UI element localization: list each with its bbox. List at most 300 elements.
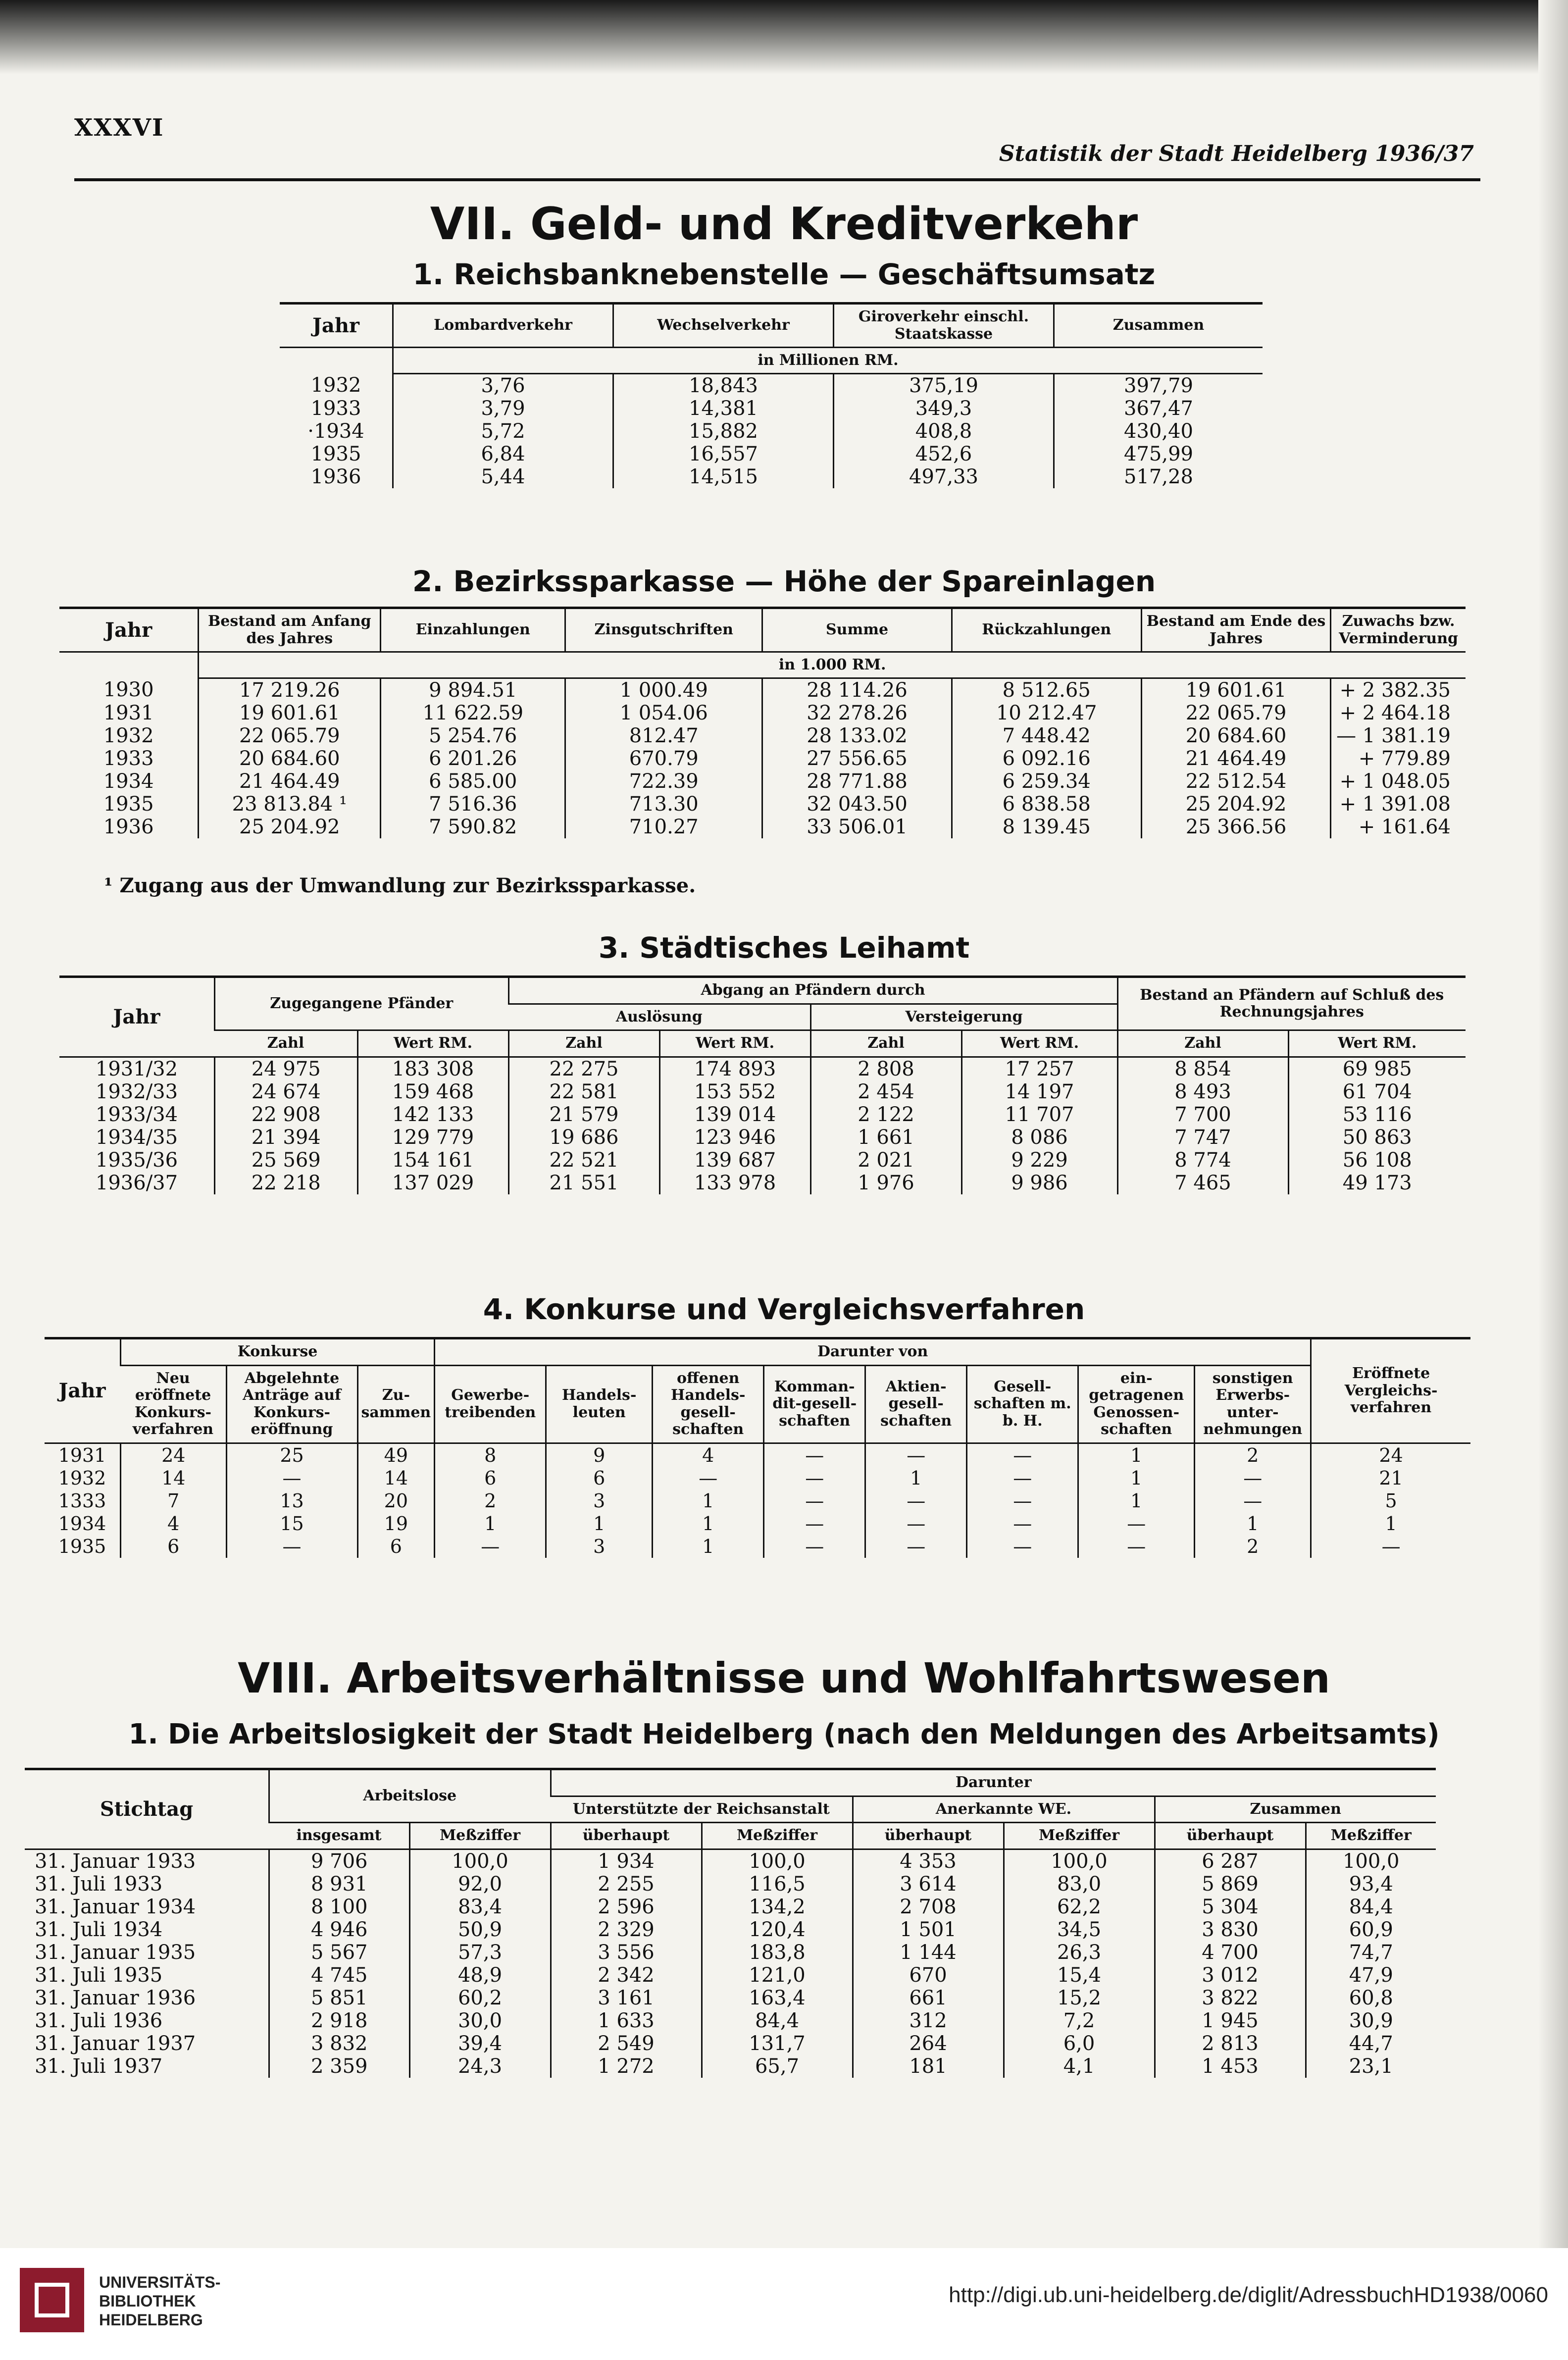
t4-col-genossen: ein-getragenen Genossen-schaften xyxy=(1078,1365,1195,1443)
t5-cell: 44,7 xyxy=(1306,2032,1436,2055)
t3-cell: 22 908 xyxy=(215,1103,358,1126)
t2-cell: 9 894.51 xyxy=(381,678,565,702)
t5-date: 31. Januar 1933 xyxy=(35,1849,196,1873)
t4-cell: — xyxy=(967,1535,1078,1558)
t4-col-gmbh: Gesell-schaften m. b. H. xyxy=(967,1365,1078,1443)
t4-cell: — xyxy=(865,1512,967,1535)
t5-col-anerkannte: Anerkannte WE. xyxy=(853,1796,1155,1823)
t4-cell: 1 xyxy=(1078,1489,1195,1512)
t4-cell: — xyxy=(653,1467,764,1489)
t4-cell: — xyxy=(967,1512,1078,1535)
t1-cell: 6,84 xyxy=(393,443,613,465)
t4-col-ag: Aktien-gesell-schaften xyxy=(865,1365,967,1443)
t5-cell: 1 633 xyxy=(551,2009,702,2032)
t1-cell: 430,40 xyxy=(1054,420,1263,443)
t3-cell: 21 394 xyxy=(215,1126,358,1149)
t2-col-rueckzahlungen: Rückzahlungen xyxy=(952,608,1141,652)
t4-col-vergleich: Eröffnete Vergleichs-verfahren xyxy=(1311,1338,1470,1443)
t1-cell: 397,79 xyxy=(1054,374,1263,398)
t4-col-darunter: Darunter von xyxy=(435,1338,1311,1366)
t4-cell: 6 xyxy=(546,1467,653,1489)
t2-cell: 1 000.49 xyxy=(565,678,762,702)
t3-cell: 19 686 xyxy=(508,1126,659,1149)
t3-cell: 153 552 xyxy=(659,1080,810,1103)
t4-col-gewerbe: Gewerbe-treibenden xyxy=(435,1365,546,1443)
t5-cell: 74,7 xyxy=(1306,1941,1436,1964)
t2-cell: 22 512.54 xyxy=(1141,770,1330,793)
t5-cell: 57,3 xyxy=(409,1941,551,1964)
t4-cell: 8 xyxy=(435,1444,546,1467)
t2-cell: 19 601.61 xyxy=(1141,678,1330,702)
t1-cell: 18,843 xyxy=(613,374,834,398)
t4-cell: — xyxy=(865,1535,967,1558)
t3-col-abgang: Abgang an Pfändern durch xyxy=(508,977,1117,1004)
table3-title: 3. Städtisches Leihamt xyxy=(598,931,970,965)
t3-cell: 2 021 xyxy=(810,1149,961,1172)
t4-cell: — xyxy=(764,1512,865,1535)
t5-cell: 2 549 xyxy=(551,2032,702,2055)
t5-cell: 62,2 xyxy=(1004,1896,1155,1918)
t5-cell: 5 304 xyxy=(1155,1896,1306,1918)
t4-cell: 2 xyxy=(1195,1535,1311,1558)
t2-cell: + 779.89 xyxy=(1331,747,1466,770)
t5-cell: 183,8 xyxy=(702,1941,853,1964)
t2-cell: 6 201.26 xyxy=(381,747,565,770)
t5-col-ueberhaupt: überhaupt xyxy=(1155,1823,1306,1849)
t5-cell: 2 255 xyxy=(551,1873,702,1896)
t5-cell: 39,4 xyxy=(409,2032,551,2055)
t1-cell: 5,44 xyxy=(393,465,613,488)
t2-year: 1934 xyxy=(103,770,154,793)
t4-cell: 24 xyxy=(1311,1444,1470,1467)
t5-cell: 26,3 xyxy=(1004,1941,1155,1964)
t2-cell: 710.27 xyxy=(565,816,762,838)
t5-cell: 100,0 xyxy=(1004,1850,1155,1873)
t3-cell: 2 454 xyxy=(810,1080,961,1103)
t4-cell: — xyxy=(764,1467,865,1489)
t2-cell: 25 204.92 xyxy=(1141,793,1330,816)
t5-cell: 4 700 xyxy=(1155,1941,1306,1964)
t5-col-ueberhaupt: überhaupt xyxy=(853,1823,1004,1849)
t5-cell: 116,5 xyxy=(702,1873,853,1896)
t5-cell: 8 931 xyxy=(269,1873,410,1896)
t3-year: 1935/36 xyxy=(95,1148,178,1172)
t2-cell: 20 684.60 xyxy=(199,747,381,770)
t2-col-zuwachs: Zuwachs bzw. Verminderung xyxy=(1331,608,1466,652)
t4-cell: 14 xyxy=(357,1467,435,1489)
t3-cell: 53 116 xyxy=(1288,1103,1466,1126)
t3-col-wert: Wert RM. xyxy=(961,1030,1117,1057)
t4-cell: 24 xyxy=(121,1444,227,1467)
t5-cell: 48,9 xyxy=(409,1964,551,1987)
t5-date: 31. Januar 1935 xyxy=(35,1941,196,1964)
t5-cell: 83,4 xyxy=(409,1896,551,1918)
t3-col-versteigerung: Versteigerung xyxy=(810,1004,1117,1030)
t5-cell: 3 161 xyxy=(551,1987,702,2009)
t2-cell: 6 092.16 xyxy=(952,747,1141,770)
t2-cell: — 1 381.19 xyxy=(1331,724,1466,747)
t2-unit: in 1.000 RM. xyxy=(199,652,1466,678)
t5-col-stichtag: Stichtag xyxy=(25,1769,269,1849)
t2-cell: + 1 391.08 xyxy=(1331,793,1466,816)
t1-col-giro: Giroverkehr einschl. Staatskasse xyxy=(834,304,1054,348)
header-rule xyxy=(74,178,1480,181)
t4-cell: — xyxy=(1195,1467,1311,1489)
t3-year: 1933/34 xyxy=(95,1103,178,1126)
t4-cell: — xyxy=(967,1467,1078,1489)
t3-cell: 174 893 xyxy=(659,1058,810,1080)
t2-cell: + 2 382.35 xyxy=(1331,678,1466,702)
t2-col-anfang: Bestand am Anfang des Jahres xyxy=(199,608,381,652)
t4-cell: 1 xyxy=(865,1467,967,1489)
t3-year: 1934/35 xyxy=(95,1126,178,1149)
t5-date: 31. Januar 1936 xyxy=(35,1986,196,2009)
t2-cell: 23 813.84 ¹ xyxy=(199,793,381,816)
t2-year: 1932 xyxy=(103,724,154,747)
t1-cell: 452,6 xyxy=(834,443,1054,465)
t2-cell: 25 204.92 xyxy=(199,816,381,838)
t5-col-zusammen: Zusammen xyxy=(1155,1796,1436,1823)
t2-cell: 1 054.06 xyxy=(565,702,762,724)
t4-cell: — xyxy=(764,1444,865,1467)
t3-cell: 9 229 xyxy=(961,1149,1117,1172)
t1-cell: 475,99 xyxy=(1054,443,1263,465)
t5-cell: 60,9 xyxy=(1306,1918,1436,1941)
t3-cell: 56 108 xyxy=(1288,1149,1466,1172)
t1-cell: 3,76 xyxy=(393,374,613,398)
t3-cell: 7 700 xyxy=(1117,1103,1288,1126)
t2-cell: 6 259.34 xyxy=(952,770,1141,793)
t5-col-messziffer: Meßziffer xyxy=(1306,1823,1436,1849)
scan-shadow-right xyxy=(1538,0,1568,2248)
t2-cell: 32 043.50 xyxy=(762,793,952,816)
t3-cell: 1 661 xyxy=(810,1126,961,1149)
t2-col-summe: Summe xyxy=(762,608,952,652)
t5-cell: 1 945 xyxy=(1155,2009,1306,2032)
t3-cell: 154 161 xyxy=(357,1149,508,1172)
table1 xyxy=(280,302,1263,488)
t3-cell: 17 257 xyxy=(961,1058,1117,1080)
t5-cell: 84,4 xyxy=(702,2009,853,2032)
t5-cell: 100,0 xyxy=(1306,1850,1436,1873)
t5-cell: 9 706 xyxy=(269,1850,410,1873)
t1-cell: 349,3 xyxy=(834,397,1054,420)
t4-cell: 1 xyxy=(1311,1512,1470,1535)
t4-cell: — xyxy=(1195,1489,1311,1512)
t2-col-zins: Zinsgutschriften xyxy=(565,608,762,652)
t5-date: 31. Januar 1937 xyxy=(35,2032,196,2055)
t5-col-ueberhaupt: überhaupt xyxy=(551,1823,702,1849)
t5-date: 31. Januar 1934 xyxy=(35,1895,196,1918)
t5-cell: 24,3 xyxy=(409,2055,551,2078)
t5-cell: 1 934 xyxy=(551,1850,702,1873)
t2-cell: 8 139.45 xyxy=(952,816,1141,838)
t3-col-zahl: Zahl xyxy=(508,1030,659,1057)
t5-col-messziffer: Meßziffer xyxy=(409,1823,551,1849)
t2-cell: 8 512.65 xyxy=(952,678,1141,702)
t2-cell: 6 838.58 xyxy=(952,793,1141,816)
t3-cell: 2 808 xyxy=(810,1058,961,1080)
t2-cell: 7 590.82 xyxy=(381,816,565,838)
t3-cell: 24 975 xyxy=(215,1058,358,1080)
t2-cell: 713.30 xyxy=(565,793,762,816)
t4-cell: 3 xyxy=(546,1535,653,1558)
t1-year: 1933 xyxy=(310,397,361,420)
t4-cell: — xyxy=(1311,1535,1470,1558)
t1-col-zusammen: Zusammen xyxy=(1054,304,1263,348)
t5-cell: 4 353 xyxy=(853,1850,1004,1873)
t1-cell: 497,33 xyxy=(834,465,1054,488)
t5-cell: 134,2 xyxy=(702,1896,853,1918)
t3-cell: 50 863 xyxy=(1288,1126,1466,1149)
t5-cell: 34,5 xyxy=(1004,1918,1155,1941)
t2-cell: + 161.64 xyxy=(1331,816,1466,838)
table4-title: 4. Konkurse und Vergleichsverfahren xyxy=(483,1292,1085,1326)
t5-date: 31. Juli 1935 xyxy=(35,1963,163,1987)
t4-cell: — xyxy=(865,1489,967,1512)
t4-cell: 1 xyxy=(435,1512,546,1535)
t3-col-zahl: Zahl xyxy=(215,1030,358,1057)
t3-cell: 137 029 xyxy=(357,1172,508,1194)
t3-cell: 8 493 xyxy=(1117,1080,1288,1103)
t5-cell: 3 556 xyxy=(551,1941,702,1964)
t4-cell: 20 xyxy=(357,1489,435,1512)
t4-cell: 1 xyxy=(1195,1512,1311,1535)
t2-cell: 27 556.65 xyxy=(762,747,952,770)
t4-cell: — xyxy=(967,1489,1078,1512)
t3-col-wert: Wert RM. xyxy=(1288,1030,1466,1057)
t2-cell: 33 506.01 xyxy=(762,816,952,838)
t3-cell: 22 275 xyxy=(508,1058,659,1080)
t2-cell: 7 516.36 xyxy=(381,793,565,816)
t5-cell: 3 822 xyxy=(1155,1987,1306,2009)
table5 xyxy=(25,1768,1436,2078)
t5-cell: 3 614 xyxy=(853,1873,1004,1896)
t3-col-wert: Wert RM. xyxy=(659,1030,810,1057)
t4-cell: 4 xyxy=(653,1444,764,1467)
t5-cell: 670 xyxy=(853,1964,1004,1987)
t5-cell: 121,0 xyxy=(702,1964,853,1987)
t4-col-ohg: offenen Handels-gesell-schaften xyxy=(653,1365,764,1443)
t1-cell: 16,557 xyxy=(613,443,834,465)
t5-cell: 15,2 xyxy=(1004,1987,1155,2009)
t3-cell: 8 086 xyxy=(961,1126,1117,1149)
t5-cell: 60,8 xyxy=(1306,1987,1436,2009)
t4-cell: 2 xyxy=(435,1489,546,1512)
t5-cell: 1 501 xyxy=(853,1918,1004,1941)
t5-cell: 50,9 xyxy=(409,1918,551,1941)
t4-cell: — xyxy=(764,1489,865,1512)
part-title-vii: VII. Geld- und Kreditverkehr xyxy=(430,198,1138,250)
t3-cell: 142 133 xyxy=(357,1103,508,1126)
t4-col-neu: Neu eröffnete Konkurs-verfahren xyxy=(121,1365,227,1443)
t5-cell: 4 946 xyxy=(269,1918,410,1941)
t3-cell: 14 197 xyxy=(961,1080,1117,1103)
t5-col-messziffer: Meßziffer xyxy=(1004,1823,1155,1849)
t4-col-konkurse: Konkurse xyxy=(121,1338,435,1366)
t5-cell: 3 012 xyxy=(1155,1964,1306,1987)
t5-cell: 4 745 xyxy=(269,1964,410,1987)
t2-cell: 28 771.88 xyxy=(762,770,952,793)
t4-cell: 13 xyxy=(226,1489,357,1512)
t4-col-sonstige: sonstigen Erwerbs-unter-nehmungen xyxy=(1195,1365,1311,1443)
source-url-link[interactable]: http://digi.ub.uni-heidelberg.de/diglit/AdressbuchHD1938/0060 xyxy=(949,2283,1548,2307)
t5-cell: 7,2 xyxy=(1004,2009,1155,2032)
t1-cell: 3,79 xyxy=(393,397,613,420)
t4-cell: — xyxy=(967,1444,1078,1467)
scan-shadow-top xyxy=(0,0,1568,74)
t2-cell: 5 254.76 xyxy=(381,724,565,747)
t5-cell: 5 567 xyxy=(269,1941,410,1964)
t4-cell: 6 xyxy=(121,1535,227,1558)
t2-cell: 6 585.00 xyxy=(381,770,565,793)
t5-cell: 163,4 xyxy=(702,1987,853,2009)
t2-cell: 21 464.49 xyxy=(199,770,381,793)
t5-cell: 3 830 xyxy=(1155,1918,1306,1941)
t5-cell: 120,4 xyxy=(702,1918,853,1941)
t2-cell: 25 366.56 xyxy=(1141,816,1330,838)
t5-cell: 100,0 xyxy=(409,1850,551,1873)
t4-cell: 1 xyxy=(653,1535,764,1558)
t5-col-darunter: Darunter xyxy=(551,1769,1436,1796)
table1-title: 1. Reichsbanknebenstelle — Geschäftsumsatz xyxy=(412,257,1156,291)
t3-cell: 129 779 xyxy=(357,1126,508,1149)
t5-col-insgesamt: insgesamt xyxy=(269,1823,410,1849)
t3-year: 1932/33 xyxy=(95,1080,178,1103)
t5-cell: 93,4 xyxy=(1306,1873,1436,1896)
t4-cell: 3 xyxy=(546,1489,653,1512)
t5-col-unterstuetzte: Unterstützte der Reichsanstalt xyxy=(551,1796,853,1823)
library-name: UNIVERSITÄTS- BIBLIOTHEK HEIDELBERG xyxy=(99,2273,221,2329)
t3-cell: 61 704 xyxy=(1288,1080,1466,1103)
t5-cell: 2 329 xyxy=(551,1918,702,1941)
t3-cell: 25 569 xyxy=(215,1149,358,1172)
t5-cell: 30,9 xyxy=(1306,2009,1436,2032)
table2-footnote: ¹ Zugang aus der Umwandlung zur Bezirkssparkasse. xyxy=(104,874,696,897)
t3-year: 1931/32 xyxy=(95,1057,178,1080)
t3-cell: 139 014 xyxy=(659,1103,810,1126)
t1-year: 1936 xyxy=(310,465,361,488)
t4-cell: — xyxy=(865,1444,967,1467)
t5-cell: 4,1 xyxy=(1004,2055,1155,2078)
page-number: XXXVI xyxy=(74,114,164,142)
t5-cell: 1 144 xyxy=(853,1941,1004,1964)
t5-cell: 3 832 xyxy=(269,2032,410,2055)
t3-cell: 21 551 xyxy=(508,1172,659,1194)
t3-cell: 22 218 xyxy=(215,1172,358,1194)
t1-unit: in Millionen RM. xyxy=(393,348,1263,374)
t4-cell: 9 xyxy=(546,1444,653,1467)
t4-year: 1932 xyxy=(58,1467,106,1489)
t3-cell: 139 687 xyxy=(659,1149,810,1172)
t1-year: 1932 xyxy=(310,374,361,397)
running-title: Statistik der Stadt Heidelberg 1936/37 xyxy=(999,141,1474,166)
t4-col-kg: Komman-dit-gesell-schaften xyxy=(764,1365,865,1443)
t5-cell: 6 287 xyxy=(1155,1850,1306,1873)
t1-col-wechsel: Wechselverkehr xyxy=(613,304,834,348)
t5-cell: 92,0 xyxy=(409,1873,551,1896)
t1-year: 1935 xyxy=(310,443,361,465)
t4-cell: 15 xyxy=(226,1512,357,1535)
t2-cell: + 1 048.05 xyxy=(1331,770,1466,793)
t5-date: 31. Juli 1936 xyxy=(35,2009,163,2032)
t4-cell: 21 xyxy=(1311,1467,1470,1489)
t4-cell: 19 xyxy=(357,1512,435,1535)
t4-cell: 49 xyxy=(357,1444,435,1467)
t3-col-zahl: Zahl xyxy=(1117,1030,1288,1057)
t3-cell: 8 854 xyxy=(1117,1058,1288,1080)
t3-cell: 8 774 xyxy=(1117,1149,1288,1172)
t3-cell: 21 579 xyxy=(508,1103,659,1126)
t4-cell: — xyxy=(435,1535,546,1558)
t1-cell: 367,47 xyxy=(1054,397,1263,420)
t2-year: 1931 xyxy=(103,702,154,724)
t1-col-jahr: Jahr xyxy=(280,304,393,348)
t2-year: 1930 xyxy=(103,678,154,702)
t4-cell: 1 xyxy=(653,1512,764,1535)
t5-cell: 264 xyxy=(853,2032,1004,2055)
t5-cell: 2 813 xyxy=(1155,2032,1306,2055)
t2-col-jahr: Jahr xyxy=(59,608,199,652)
t4-cell: — xyxy=(1078,1512,1195,1535)
t3-col-zugang: Zugegangene Pfänder xyxy=(215,977,509,1030)
t5-cell: 2 596 xyxy=(551,1896,702,1918)
t5-cell: 60,2 xyxy=(409,1987,551,2009)
t2-year: 1933 xyxy=(103,747,154,770)
t5-col-messziffer: Meßziffer xyxy=(702,1823,853,1849)
t2-cell: 28 133.02 xyxy=(762,724,952,747)
t5-cell: 181 xyxy=(853,2055,1004,2078)
t3-cell: 22 521 xyxy=(508,1149,659,1172)
t3-cell: 183 308 xyxy=(357,1058,508,1080)
t1-year: ·1934 xyxy=(307,420,364,443)
t5-cell: 47,9 xyxy=(1306,1964,1436,1987)
t2-year: 1935 xyxy=(103,793,154,816)
t5-cell: 8 100 xyxy=(269,1896,410,1918)
t1-cell: 408,8 xyxy=(834,420,1054,443)
table2 xyxy=(59,607,1466,838)
t3-year: 1936/37 xyxy=(95,1171,178,1194)
t4-cell: 2 xyxy=(1195,1444,1311,1467)
t3-col-ausloesung: Auslösung xyxy=(508,1004,810,1030)
t4-col-zusammen: Zu-sammen xyxy=(357,1365,435,1443)
t5-cell: 6,0 xyxy=(1004,2032,1155,2055)
t2-cell: 10 212.47 xyxy=(952,702,1141,724)
t5-cell: 2 918 xyxy=(269,2009,410,2032)
t4-cell: 14 xyxy=(121,1467,227,1489)
t4-cell: 1 xyxy=(1078,1467,1195,1489)
t3-cell: 69 985 xyxy=(1288,1058,1466,1080)
t5-date: 31. Juli 1933 xyxy=(35,1872,163,1896)
t4-year: 1934 xyxy=(58,1512,106,1535)
t2-cell: 21 464.49 xyxy=(1141,747,1330,770)
table3 xyxy=(59,975,1466,1194)
t3-cell: 7 465 xyxy=(1117,1172,1288,1194)
t5-cell: 83,0 xyxy=(1004,1873,1155,1896)
t5-cell: 5 869 xyxy=(1155,1873,1306,1896)
t5-cell: 2 359 xyxy=(269,2055,410,2078)
t5-cell: 23,1 xyxy=(1306,2055,1436,2078)
t4-cell: 6 xyxy=(357,1535,435,1558)
t4-year: 1935 xyxy=(58,1535,106,1557)
t3-cell: 133 978 xyxy=(659,1172,810,1194)
table5-title: 1. Die Arbeitslosigkeit der Stadt Heidelberg (nach den Meldungen des Arbeitsamts) xyxy=(128,1718,1440,1750)
t5-cell: 661 xyxy=(853,1987,1004,2009)
t4-cell: 5 xyxy=(1311,1489,1470,1512)
t2-cell: 28 114.26 xyxy=(762,678,952,702)
t4-cell: 25 xyxy=(226,1444,357,1467)
t4-cell: 1 xyxy=(653,1489,764,1512)
